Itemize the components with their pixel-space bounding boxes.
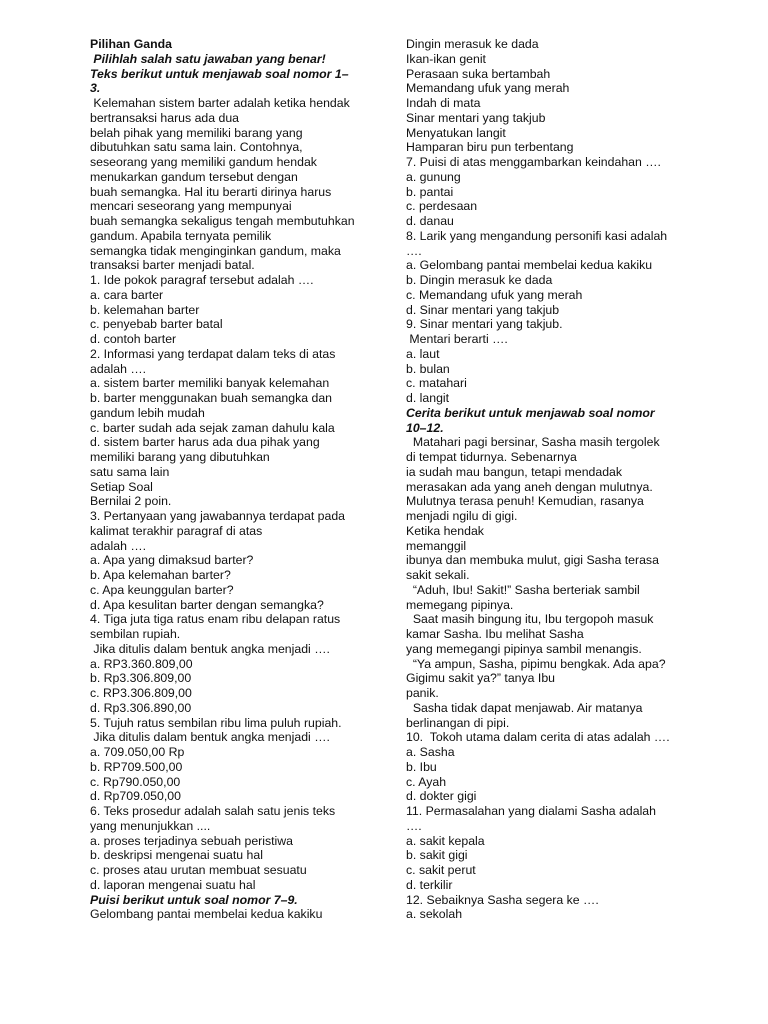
- left-column-line: 4. Tiga juta tiga ratus enam ribu delapan ratus: [90, 612, 341, 627]
- left-column-line: Teks berikut untuk menjawab soal nomor 1–: [90, 66, 349, 81]
- right-column-line: Sasha tidak dapat menjawab. Air matanya: [406, 700, 643, 715]
- right-column-line: ….: [406, 818, 422, 833]
- right-column-line: d. Sinar mentari yang takjub: [406, 302, 560, 317]
- right-column-line: 11. Permasalahan yang dialami Sasha adalah: [406, 804, 656, 818]
- right-column-line: Menyatukan langit: [406, 125, 506, 140]
- right-column-line: “Ya ampun, Sasha, pipimu bengkak. Ada apa?: [406, 656, 666, 671]
- left-column-line: d. Rp709.050,00: [90, 789, 181, 804]
- left-column-line: Jika ditulis dalam bentuk angka menjadi ….: [90, 641, 330, 656]
- right-column-line: Ikan-ikan genit: [406, 51, 486, 66]
- right-column-line: Hamparan biru pun terbentang: [406, 140, 574, 155]
- left-column-line: a. Apa yang dimaksud barter?: [90, 553, 254, 568]
- left-column-line: bertransaksi harus ada dua: [90, 110, 240, 125]
- right-column-line: ….: [406, 243, 422, 258]
- right-column-line: 10. Tokoh utama dalam cerita di atas adalah ….: [406, 730, 670, 745]
- right-column-line: 8. Larik yang mengandung personifi kasi adalah: [406, 228, 668, 243]
- right-column-line: b. Dingin merasuk ke dada: [406, 273, 553, 287]
- left-column-line: a. 709.050,00 Rp: [90, 745, 185, 759]
- left-column-line: Puisi berikut untuk soal nomor 7–9.: [90, 892, 298, 907]
- left-column-line: 1. Ide pokok paragraf tersebut adalah ….: [90, 273, 314, 287]
- right-column-line: a. sekolah: [406, 907, 463, 922]
- left-column-line: Setiap Soal: [90, 479, 153, 494]
- right-column-line: 9. Sinar mentari yang takjub.: [406, 317, 563, 332]
- left-column-line: 6. Teks prosedur adalah salah satu jenis teks: [90, 804, 336, 818]
- left-column-line: d. Rp3.306.890,00: [90, 700, 192, 715]
- right-column-line: Sinar mentari yang takjub: [406, 110, 546, 125]
- left-column-line: a. sistem barter memiliki banyak kelemahan: [90, 376, 330, 391]
- left-column-line: c. barter sudah ada sejak zaman dahulu kala: [90, 420, 335, 435]
- right-column-line: b. Ibu: [406, 759, 437, 774]
- left-column-line: c. Rp790.050,00: [90, 774, 181, 789]
- left-column-line: Gelombang pantai membelai kedua kakiku: [90, 907, 323, 922]
- right-column-line: memanggil: [406, 538, 467, 553]
- right-column-line: Perasaan suka bertambah: [406, 66, 551, 81]
- left-column-line: c. RP3.306.809,00: [90, 686, 192, 700]
- right-column-line: c. matahari: [406, 376, 467, 391]
- right-column-line: b. sakit gigi: [406, 848, 468, 863]
- right-column-line: a. gunung: [406, 169, 461, 184]
- left-column-line: b. RP709.500,00: [90, 759, 183, 774]
- right-column-line: c. Ayah: [406, 774, 447, 789]
- left-column-line: b. Apa kelemahan barter?: [90, 568, 231, 582]
- left-column-line: 2. Informasi yang terdapat dalam teks di atas: [90, 346, 336, 361]
- right-column-line: d. langit: [406, 391, 450, 405]
- left-column-line: sembilan rupiah.: [90, 627, 181, 641]
- left-column-line: Pilihan Ganda: [90, 37, 172, 51]
- right-column-line: Memandang ufuk yang merah: [406, 81, 570, 96]
- left-column-line: d. sistem barter harus ada dua pihak yang: [90, 435, 320, 450]
- right-column-line: panik.: [406, 686, 439, 700]
- right-column-line: c. perdesaan: [406, 199, 478, 214]
- left-column-line: yang menunjukkan ....: [90, 818, 211, 833]
- left-column-line: satu sama lain: [90, 464, 170, 479]
- right-column-line: a. Gelombang pantai membelai kedua kakiku: [406, 258, 653, 273]
- right-column-line: Dingin merasuk ke dada: [406, 37, 539, 51]
- left-column-line: seseorang yang memiliki gandum hendak: [90, 155, 317, 169]
- left-column-line: 5. Tujuh ratus sembilan ribu lima puluh rupiah.: [90, 715, 342, 730]
- right-column-line: di tempat tidurnya. Sebenarnya: [406, 450, 577, 464]
- right-column-line: ia sudah mau bangun, tetapi mendadak: [406, 464, 623, 479]
- left-column-line: Bernilai 2 poin.: [90, 494, 172, 509]
- left-column-line: adalah ….: [90, 538, 147, 553]
- left-column-line: transaksi barter menjadi batal.: [90, 258, 255, 273]
- left-column-line: d. laporan mengenai suatu hal: [90, 877, 256, 892]
- left-column-line: b. deskripsi mengenai suatu hal: [90, 848, 263, 863]
- left-column-line: kalimat terakhir paragraf di atas: [90, 523, 263, 538]
- left-column-line: buah semangka. Hal itu berarti dirinya harus: [90, 184, 332, 199]
- right-column-line: Ketika hendak: [406, 523, 484, 538]
- right-column-line: sakit sekali.: [406, 568, 470, 582]
- right-column-line: berlinangan di pipi.: [406, 715, 510, 730]
- right-column-line: d. dokter gigi: [406, 789, 477, 804]
- right-column-line: b. pantai: [406, 184, 454, 199]
- left-column-line: d. contoh barter: [90, 332, 177, 346]
- left-column-line: semangka tidak menginginkan gandum, maka: [90, 243, 341, 258]
- right-column: [406, 37, 688, 922]
- left-column-line: Jika ditulis dalam bentuk angka menjadi ….: [90, 730, 330, 745]
- right-column-line: Mentari berarti ….: [406, 332, 508, 346]
- left-column-line: gandum lebih mudah: [90, 405, 205, 420]
- left-column-line: Kelemahan sistem barter adalah ketika hendak: [90, 96, 350, 110]
- left-column-line: a. RP3.360.809,00: [90, 656, 193, 671]
- left-column: [90, 37, 370, 922]
- left-column-line: belah pihak yang memiliki barang yang: [90, 125, 303, 140]
- right-column-line: c. sakit perut: [406, 863, 476, 877]
- right-column-line: memegang pipinya.: [406, 597, 514, 612]
- right-column-line: 12. Sebaiknya Sasha segera ke ….: [406, 892, 599, 907]
- right-column-line: kamar Sasha. Ibu melihat Sasha: [406, 627, 584, 641]
- left-column-line: mencari seseorang yang mempunyai: [90, 199, 292, 214]
- left-column-line: c. proses atau urutan membuat sesuatu: [90, 863, 307, 877]
- left-column-line: b. barter menggunakan buah semangka dan: [90, 391, 333, 405]
- left-column-line: adalah ….: [90, 361, 147, 376]
- left-column-line: 3.: [90, 81, 101, 96]
- right-column-line: menjadi ngilu di gigi.: [406, 509, 518, 523]
- right-column-line: a. Sasha: [406, 745, 455, 759]
- right-column-line: a. sakit kepala: [406, 833, 485, 848]
- left-column-line: dibutuhkan satu sama lain. Contohnya,: [90, 140, 303, 155]
- left-column-line: b. Rp3.306.809,00: [90, 671, 192, 686]
- right-column-line: Matahari pagi bersinar, Sasha masih tergolek: [406, 435, 660, 450]
- right-column-line: b. bulan: [406, 361, 450, 376]
- right-column-line: Saat masih bingung itu, Ibu tergopoh masuk: [406, 612, 654, 627]
- left-column-line: c. Apa keunggulan barter?: [90, 582, 234, 597]
- right-column-line: merasakan ada yang aneh dengan mulutnya.: [406, 479, 653, 494]
- left-column-line: memiliki barang yang dibutuhkan: [90, 450, 270, 464]
- right-column-line: Indah di mata: [406, 96, 481, 110]
- right-column-line: ibunya dan membuka mulut, gigi Sasha terasa: [406, 553, 659, 568]
- left-column-line: a. proses terjadinya sebuah peristiwa: [90, 833, 294, 848]
- left-column-line: b. kelemahan barter: [90, 302, 200, 317]
- right-column-line: c. Memandang ufuk yang merah: [406, 287, 583, 302]
- left-column-line: a. cara barter: [90, 287, 164, 302]
- right-column-line: Gigimu sakit ya?” tanya Ibu: [406, 671, 555, 686]
- right-column-line: d. danau: [406, 214, 454, 228]
- right-column-line: a. laut: [406, 346, 440, 361]
- right-column-line: Mulutnya terasa penuh! Kemudian, rasanya: [406, 494, 644, 509]
- left-column-line: 3. Pertanyaan yang jawabannya terdapat pada: [90, 509, 346, 523]
- left-column-line: d. Apa kesulitan barter dengan semangka?: [90, 597, 324, 612]
- left-column-line: Pilihlah salah satu jawaban yang benar!: [90, 51, 326, 66]
- right-column-line: “Aduh, Ibu! Sakit!” Sasha berteriak sambil: [406, 582, 640, 597]
- right-column-line: 7. Puisi di atas menggambarkan keindahan ….: [406, 155, 661, 169]
- left-column-line: c. penyebab barter batal: [90, 317, 223, 332]
- right-column-line: yang memegangi pipinya sambil menangis.: [406, 641, 642, 656]
- left-column-line: buah semangka sekaligus tengah membutuhkan: [90, 214, 355, 228]
- left-column-line: menukarkan gandum tersebut dengan: [90, 169, 298, 184]
- right-column-line: Cerita berikut untuk menjawab soal nomor: [406, 405, 655, 420]
- left-column-line: gandum. Apabila ternyata pemilik: [90, 228, 272, 243]
- right-column-line: 10–12.: [406, 420, 444, 435]
- right-column-line: d. terkilir: [406, 877, 453, 892]
